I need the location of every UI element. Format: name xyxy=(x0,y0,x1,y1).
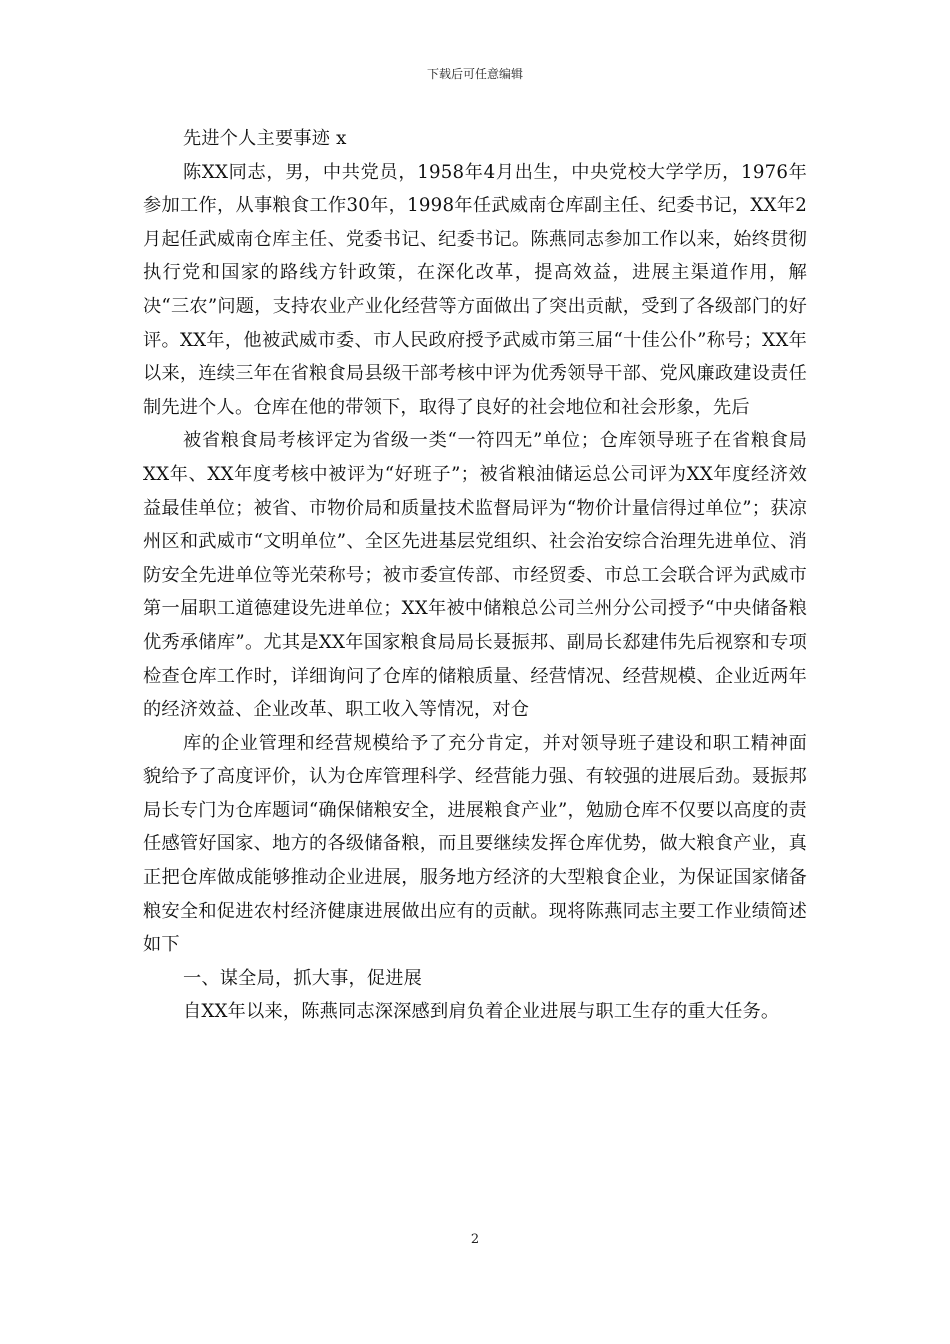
body-paragraph-2: 被省粮食局考核评定为省级一类“一符四无”单位；仓库领导班子在省粮食局XX年、XX年度考核中被评为“好班子”；被省粮油储运总公司评为XX年度经济效益最佳单位；被省、市物价局和质量技术监督局评为“物价计量信得过单位”；获凉州区和武威市“文明单位”、全区先进基层党组织、社会治安综合治理先进单位、消防安全先进单位等光荣称号；被市委宣传部、市经贸委、市总工会联合评为武威市第一届职工道德建设先进单位；XX年被中储粮总公司兰州分公司授予“中央储备粮优秀承储库”。尤其是XX年国家粮食局局长聂振邦、副局长郄建伟先后视察和专项检查仓库工作时，详细询问了仓库的储粮质量、经营情况、经营规模、企业近两年的经济效益、企业改革、职工收入等情况，对仓 xyxy=(143,430,807,721)
body-paragraph-4: 自XX年以来，陈燕同志深深感到肩负着企业进展与职工生存的重大任务。 xyxy=(183,1001,780,1023)
page-header: 下载后可任意编辑 xyxy=(426,67,523,81)
page-number: 2 xyxy=(470,1232,480,1247)
document-title: 先进个人主要事迹 x xyxy=(183,128,347,149)
section-heading: 一、谋全局，抓大事，促进展 xyxy=(183,967,423,989)
body-paragraph-1: 陈XX同志，男，中共党员，1958年4月出生，中央党校大学学历，1976年参加工作，从事粮食工作30年，1998年任武威南仓库副主任、纪委书记，XX年2月起任武威南仓库主任、党委书记、纪委书记。陈燕同志参加工作以来，始终贯彻执行党和国家的路线方针政策，在深化改革，提高效益，进展主渠道作用，解决“三农”问题，支持农业产业化经营等方面做出了突出贡献，受到了各级部门的好评。XX年，他被武威市委、市人民政府授予武威市第三届“十佳公仆”称号；XX年以来，连续三年在省粮食局县级干部考核中评为优秀领导干部、党风廉政建设责任制先进个人。仓库在他的带领下，取得了良好的社会地位和社会形象，先后 xyxy=(143,161,807,418)
body-paragraph-3: 库的企业管理和经营规模给予了充分肯定，并对领导班子建设和职工精神面貌给予了高度评价，认为仓库管理科学、经营能力强、有较强的进展后劲。聂振邦局长专门为仓库题词“确保储粮安全，进展粮食产业”，勉励仓库不仅要以高度的责任感管好国家、地方的各级储备粮，而且要继续发挥仓库优势，做大粮食产业，真正把仓库做成能够推动企业进展，服务地方经济的大型粮食企业，为保证国家储备粮安全和促进农村经济健康进展做出应有的贡献。现将陈燕同志主要工作业绩简述如下 xyxy=(143,732,807,956)
document-body xyxy=(143,122,807,1029)
